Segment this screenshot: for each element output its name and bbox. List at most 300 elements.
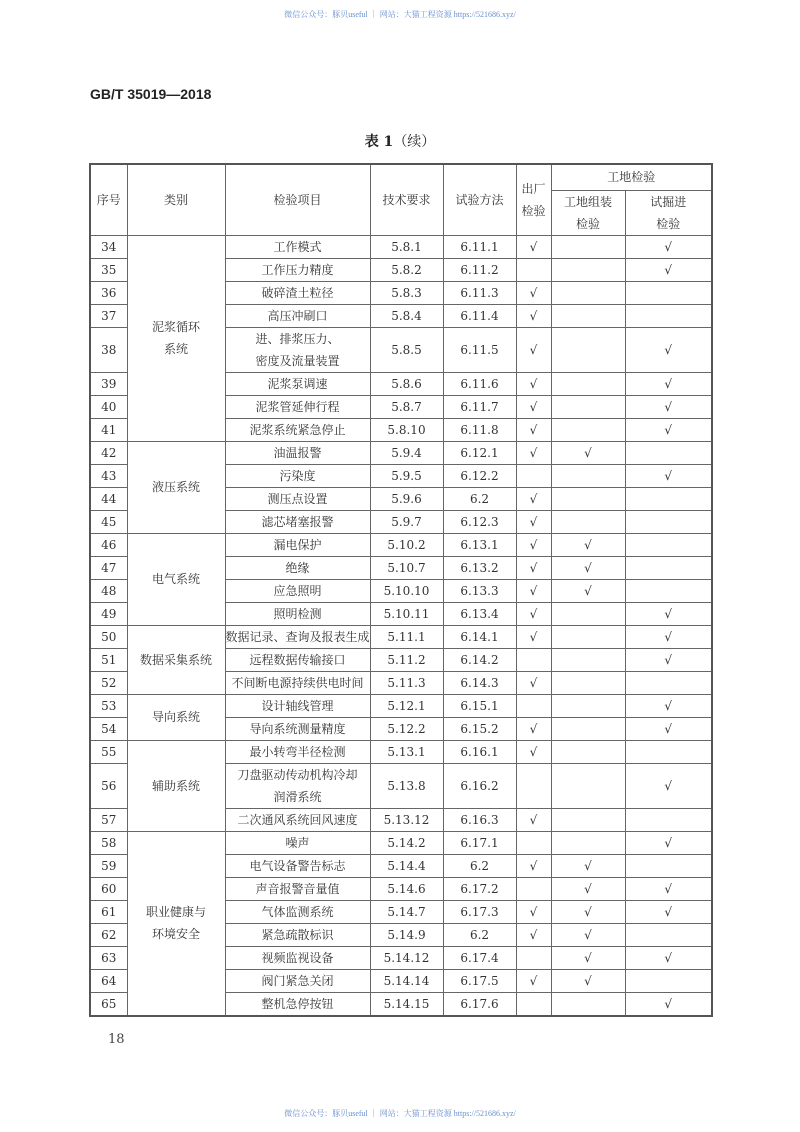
technical-requirement: 5.14.6 bbox=[370, 877, 443, 900]
site-assembly-check-mark: √ bbox=[584, 904, 592, 919]
test-method: 6.17.3 bbox=[443, 900, 516, 923]
inspection-item: 电气设备警告标志 bbox=[225, 854, 370, 877]
row-number: 62 bbox=[90, 923, 127, 946]
row-number: 65 bbox=[90, 992, 127, 1016]
row-number: 51 bbox=[90, 648, 127, 671]
factory-check-mark: √ bbox=[529, 445, 538, 460]
row-number: 55 bbox=[90, 740, 127, 763]
row-number: 57 bbox=[90, 808, 127, 831]
site-assembly-check-cell bbox=[551, 395, 625, 418]
test-method: 6.11.1 bbox=[443, 235, 516, 258]
technical-requirement: 5.14.15 bbox=[370, 992, 443, 1016]
page-number: 18 bbox=[108, 1032, 125, 1047]
row-number: 40 bbox=[90, 395, 127, 418]
trial-tunneling-check-cell bbox=[625, 763, 712, 808]
table-row bbox=[90, 441, 712, 464]
factory-check-cell bbox=[516, 900, 551, 923]
site-assembly-check-mark: √ bbox=[584, 537, 592, 552]
row-number: 61 bbox=[90, 900, 127, 923]
factory-check-cell bbox=[516, 304, 551, 327]
site-assembly-check-cell bbox=[551, 625, 625, 648]
factory-check-cell bbox=[516, 625, 551, 648]
technical-requirement: 5.14.12 bbox=[370, 946, 443, 969]
test-method: 6.11.6 bbox=[443, 372, 516, 395]
trial-tunneling-check-mark: √ bbox=[664, 376, 673, 391]
factory-check-cell bbox=[516, 694, 551, 717]
row-number: 58 bbox=[90, 831, 127, 854]
test-method: 6.16.1 bbox=[443, 740, 516, 763]
trial-tunneling-check-mark: √ bbox=[664, 778, 673, 793]
test-method: 6.13.2 bbox=[443, 556, 516, 579]
category-cell: 辅助系统 bbox=[127, 740, 225, 831]
factory-check-cell bbox=[516, 763, 551, 808]
trial-tunneling-check-cell bbox=[625, 602, 712, 625]
technical-requirement: 5.8.4 bbox=[370, 304, 443, 327]
site-assembly-check-cell bbox=[551, 969, 625, 992]
site-assembly-check-cell bbox=[551, 740, 625, 763]
inspection-item: 测压点设置 bbox=[225, 487, 370, 510]
trial-tunneling-check-cell bbox=[625, 854, 712, 877]
factory-check-cell bbox=[516, 648, 551, 671]
header-method: 试验方法 bbox=[443, 164, 516, 235]
technical-requirement: 5.9.7 bbox=[370, 510, 443, 533]
trial-tunneling-check-cell bbox=[625, 533, 712, 556]
site-assembly-check-cell bbox=[551, 556, 625, 579]
test-method: 6.13.3 bbox=[443, 579, 516, 602]
site-assembly-check-cell bbox=[551, 281, 625, 304]
factory-check-cell bbox=[516, 258, 551, 281]
trial-tunneling-check-cell bbox=[625, 831, 712, 854]
technical-requirement: 5.11.3 bbox=[370, 671, 443, 694]
trial-tunneling-check-cell bbox=[625, 648, 712, 671]
trial-tunneling-check-mark: √ bbox=[664, 422, 673, 437]
inspection-item: 刀盘驱动传动机构冷却 润滑系统 bbox=[225, 763, 370, 808]
trial-tunneling-check-cell bbox=[625, 281, 712, 304]
row-number: 37 bbox=[90, 304, 127, 327]
factory-check-mark: √ bbox=[529, 858, 538, 873]
row-number: 64 bbox=[90, 969, 127, 992]
factory-check-cell bbox=[516, 992, 551, 1016]
factory-check-mark: √ bbox=[529, 514, 538, 529]
inspection-item: 二次通风系统回风速度 bbox=[225, 808, 370, 831]
trial-tunneling-check-cell bbox=[625, 464, 712, 487]
factory-check-mark: √ bbox=[529, 904, 538, 919]
site-assembly-check-mark: √ bbox=[584, 927, 592, 942]
factory-check-mark: √ bbox=[529, 342, 538, 357]
inspection-item: 紧急疏散标识 bbox=[225, 923, 370, 946]
inspection-item: 阀门紧急关闭 bbox=[225, 969, 370, 992]
technical-requirement: 5.9.6 bbox=[370, 487, 443, 510]
table-title bbox=[0, 131, 800, 151]
test-method: 6.11.2 bbox=[443, 258, 516, 281]
trial-tunneling-check-mark: √ bbox=[664, 698, 673, 713]
row-number: 50 bbox=[90, 625, 127, 648]
test-method: 6.2 bbox=[443, 854, 516, 877]
factory-check-mark: √ bbox=[529, 399, 538, 414]
table-row bbox=[90, 694, 712, 717]
test-method: 6.16.3 bbox=[443, 808, 516, 831]
test-method: 6.17.4 bbox=[443, 946, 516, 969]
site-assembly-check-mark: √ bbox=[584, 950, 592, 965]
factory-check-cell bbox=[516, 808, 551, 831]
trial-tunneling-check-cell bbox=[625, 969, 712, 992]
test-method: 6.17.6 bbox=[443, 992, 516, 1016]
inspection-item: 设计轴线管理 bbox=[225, 694, 370, 717]
row-number: 41 bbox=[90, 418, 127, 441]
inspection-item: 视频监视设备 bbox=[225, 946, 370, 969]
factory-check-mark: √ bbox=[529, 376, 538, 391]
category-cell: 导向系统 bbox=[127, 694, 225, 740]
technical-requirement: 5.12.1 bbox=[370, 694, 443, 717]
trial-tunneling-check-cell bbox=[625, 556, 712, 579]
trial-tunneling-check-cell bbox=[625, 717, 712, 740]
site-assembly-check-cell bbox=[551, 304, 625, 327]
factory-check-cell bbox=[516, 831, 551, 854]
trial-tunneling-check-cell bbox=[625, 740, 712, 763]
table-row bbox=[90, 235, 712, 258]
factory-check-cell bbox=[516, 877, 551, 900]
factory-check-cell bbox=[516, 372, 551, 395]
row-number: 49 bbox=[90, 602, 127, 625]
inspection-item: 工作压力精度 bbox=[225, 258, 370, 281]
trial-tunneling-check-mark: √ bbox=[664, 399, 673, 414]
test-method: 6.12.2 bbox=[443, 464, 516, 487]
test-method: 6.14.3 bbox=[443, 671, 516, 694]
inspection-item: 噪声 bbox=[225, 831, 370, 854]
inspection-item: 污染度 bbox=[225, 464, 370, 487]
site-assembly-check-cell bbox=[551, 877, 625, 900]
site-assembly-check-cell bbox=[551, 487, 625, 510]
test-method: 6.16.2 bbox=[443, 763, 516, 808]
test-method: 6.11.8 bbox=[443, 418, 516, 441]
watermark-top: 微信公众号：豚贝useful ｜ 网站：大猫工程资源 https://521686.xyz/ bbox=[284, 10, 516, 19]
table-row bbox=[90, 625, 712, 648]
site-assembly-check-cell bbox=[551, 258, 625, 281]
site-assembly-check-cell bbox=[551, 235, 625, 258]
factory-check-mark: √ bbox=[529, 308, 538, 323]
trial-tunneling-check-cell bbox=[625, 808, 712, 831]
factory-check-mark: √ bbox=[529, 583, 538, 598]
category-cell: 数据采集系统 bbox=[127, 625, 225, 694]
site-assembly-check-cell bbox=[551, 441, 625, 464]
inspection-table bbox=[89, 163, 713, 1017]
site-assembly-check-cell bbox=[551, 854, 625, 877]
factory-check-cell bbox=[516, 487, 551, 510]
technical-requirement: 5.14.9 bbox=[370, 923, 443, 946]
technical-requirement: 5.8.3 bbox=[370, 281, 443, 304]
technical-requirement: 5.14.4 bbox=[370, 854, 443, 877]
factory-check-cell bbox=[516, 441, 551, 464]
test-method: 6.17.5 bbox=[443, 969, 516, 992]
factory-check-mark: √ bbox=[529, 285, 538, 300]
technical-requirement: 5.13.1 bbox=[370, 740, 443, 763]
technical-requirement: 5.8.2 bbox=[370, 258, 443, 281]
trial-tunneling-check-cell bbox=[625, 694, 712, 717]
test-method: 6.13.1 bbox=[443, 533, 516, 556]
trial-tunneling-check-mark: √ bbox=[664, 468, 673, 483]
row-number: 60 bbox=[90, 877, 127, 900]
factory-check-cell bbox=[516, 717, 551, 740]
inspection-item: 工作模式 bbox=[225, 235, 370, 258]
watermark-bottom: 微信公众号：豚贝useful ｜ 网站：大猫工程资源 https://521686.xyz/ bbox=[284, 1109, 516, 1118]
trial-tunneling-check-mark: √ bbox=[664, 950, 673, 965]
factory-check-cell bbox=[516, 602, 551, 625]
factory-check-mark: √ bbox=[529, 422, 538, 437]
site-assembly-check-cell bbox=[551, 579, 625, 602]
inspection-item: 漏电保护 bbox=[225, 533, 370, 556]
header-requirement: 技术要求 bbox=[370, 164, 443, 235]
trial-tunneling-check-mark: √ bbox=[664, 881, 673, 896]
site-assembly-check-cell bbox=[551, 831, 625, 854]
trial-tunneling-check-mark: √ bbox=[664, 239, 673, 254]
test-method: 6.15.2 bbox=[443, 717, 516, 740]
factory-check-mark: √ bbox=[529, 973, 538, 988]
trial-tunneling-check-cell bbox=[625, 487, 712, 510]
test-method: 6.12.3 bbox=[443, 510, 516, 533]
table-body bbox=[90, 235, 712, 1016]
site-assembly-check-cell bbox=[551, 671, 625, 694]
trial-tunneling-check-cell bbox=[625, 923, 712, 946]
inspection-item: 高压冲刷口 bbox=[225, 304, 370, 327]
trial-tunneling-check-mark: √ bbox=[664, 606, 673, 621]
trial-tunneling-check-cell bbox=[625, 327, 712, 372]
trial-tunneling-check-cell bbox=[625, 441, 712, 464]
factory-check-mark: √ bbox=[529, 606, 538, 621]
test-method: 6.11.3 bbox=[443, 281, 516, 304]
factory-check-cell bbox=[516, 923, 551, 946]
technical-requirement: 5.8.10 bbox=[370, 418, 443, 441]
row-number: 42 bbox=[90, 441, 127, 464]
inspection-item: 泥浆管延伸行程 bbox=[225, 395, 370, 418]
technical-requirement: 5.10.2 bbox=[370, 533, 443, 556]
factory-check-cell bbox=[516, 854, 551, 877]
row-number: 34 bbox=[90, 235, 127, 258]
trial-tunneling-check-cell bbox=[625, 671, 712, 694]
factory-check-cell bbox=[516, 946, 551, 969]
header-category: 类别 bbox=[127, 164, 225, 235]
standard-number: GB/T 35019—2018 bbox=[90, 86, 212, 102]
trial-tunneling-check-mark: √ bbox=[664, 342, 673, 357]
factory-check-mark: √ bbox=[529, 560, 538, 575]
factory-check-mark: √ bbox=[529, 927, 538, 942]
row-number: 43 bbox=[90, 464, 127, 487]
site-assembly-check-cell bbox=[551, 946, 625, 969]
inspection-item: 绝缘 bbox=[225, 556, 370, 579]
test-method: 6.14.2 bbox=[443, 648, 516, 671]
test-method: 6.17.1 bbox=[443, 831, 516, 854]
table-row bbox=[90, 831, 712, 854]
trial-tunneling-check-cell bbox=[625, 625, 712, 648]
row-number: 53 bbox=[90, 694, 127, 717]
factory-check-cell bbox=[516, 510, 551, 533]
trial-tunneling-check-cell bbox=[625, 579, 712, 602]
trial-tunneling-check-cell bbox=[625, 395, 712, 418]
technical-requirement: 5.10.7 bbox=[370, 556, 443, 579]
inspection-item: 泥浆系统紧急停止 bbox=[225, 418, 370, 441]
trial-tunneling-check-mark: √ bbox=[664, 262, 673, 277]
test-method: 6.2 bbox=[443, 923, 516, 946]
technical-requirement: 5.8.5 bbox=[370, 327, 443, 372]
factory-check-mark: √ bbox=[529, 491, 538, 506]
row-number: 59 bbox=[90, 854, 127, 877]
site-assembly-check-cell bbox=[551, 372, 625, 395]
row-number: 52 bbox=[90, 671, 127, 694]
site-assembly-check-cell bbox=[551, 808, 625, 831]
test-method: 6.11.4 bbox=[443, 304, 516, 327]
header-site-assembly: 工地组装 检验 bbox=[551, 190, 625, 235]
category-cell: 职业健康与 环境安全 bbox=[127, 831, 225, 1016]
row-number: 56 bbox=[90, 763, 127, 808]
trial-tunneling-check-cell bbox=[625, 304, 712, 327]
technical-requirement: 5.13.8 bbox=[370, 763, 443, 808]
site-assembly-check-mark: √ bbox=[584, 881, 592, 896]
header-site: 工地检验 bbox=[551, 164, 712, 190]
inspection-item: 声音报警音量值 bbox=[225, 877, 370, 900]
test-method: 6.17.2 bbox=[443, 877, 516, 900]
factory-check-mark: √ bbox=[529, 812, 538, 827]
site-assembly-check-cell bbox=[551, 992, 625, 1016]
site-assembly-check-mark: √ bbox=[584, 583, 592, 598]
trial-tunneling-check-cell bbox=[625, 258, 712, 281]
trial-tunneling-check-cell bbox=[625, 877, 712, 900]
site-assembly-check-mark: √ bbox=[584, 973, 592, 988]
factory-check-mark: √ bbox=[529, 721, 538, 736]
factory-check-mark: √ bbox=[529, 537, 538, 552]
factory-check-mark: √ bbox=[529, 744, 538, 759]
header-item: 检验项目 bbox=[225, 164, 370, 235]
site-assembly-check-cell bbox=[551, 717, 625, 740]
factory-check-cell bbox=[516, 556, 551, 579]
technical-requirement: 5.10.11 bbox=[370, 602, 443, 625]
technical-requirement: 5.14.14 bbox=[370, 969, 443, 992]
test-method: 6.2 bbox=[443, 487, 516, 510]
trial-tunneling-check-cell bbox=[625, 418, 712, 441]
inspection-item: 应急照明 bbox=[225, 579, 370, 602]
factory-check-cell bbox=[516, 671, 551, 694]
trial-tunneling-check-cell bbox=[625, 372, 712, 395]
row-number: 35 bbox=[90, 258, 127, 281]
factory-check-cell bbox=[516, 395, 551, 418]
inspection-item: 导向系统测量精度 bbox=[225, 717, 370, 740]
inspection-item: 最小转弯半径检测 bbox=[225, 740, 370, 763]
site-assembly-check-cell bbox=[551, 694, 625, 717]
factory-check-mark: √ bbox=[529, 675, 538, 690]
factory-check-mark: √ bbox=[529, 239, 538, 254]
site-assembly-check-cell bbox=[551, 533, 625, 556]
row-number: 48 bbox=[90, 579, 127, 602]
factory-check-cell bbox=[516, 740, 551, 763]
site-assembly-check-cell bbox=[551, 648, 625, 671]
factory-check-cell bbox=[516, 418, 551, 441]
table-row bbox=[90, 533, 712, 556]
trial-tunneling-check-cell bbox=[625, 946, 712, 969]
table-row bbox=[90, 740, 712, 763]
factory-check-cell bbox=[516, 281, 551, 304]
trial-tunneling-check-cell bbox=[625, 510, 712, 533]
technical-requirement: 5.8.6 bbox=[370, 372, 443, 395]
test-method: 6.11.5 bbox=[443, 327, 516, 372]
site-assembly-check-mark: √ bbox=[584, 560, 592, 575]
technical-requirement: 5.14.2 bbox=[370, 831, 443, 854]
test-method: 6.13.4 bbox=[443, 602, 516, 625]
table-suffix: （续） bbox=[393, 134, 436, 150]
factory-check-cell bbox=[516, 533, 551, 556]
row-number: 45 bbox=[90, 510, 127, 533]
category-cell: 电气系统 bbox=[127, 533, 225, 625]
factory-check-mark: √ bbox=[529, 629, 538, 644]
technical-requirement: 5.11.2 bbox=[370, 648, 443, 671]
row-number: 38 bbox=[90, 327, 127, 372]
trial-tunneling-check-mark: √ bbox=[664, 835, 673, 850]
test-method: 6.15.1 bbox=[443, 694, 516, 717]
header-no: 序号 bbox=[90, 164, 127, 235]
factory-check-cell bbox=[516, 579, 551, 602]
technical-requirement: 5.13.12 bbox=[370, 808, 443, 831]
category-cell: 液压系统 bbox=[127, 441, 225, 533]
row-number: 44 bbox=[90, 487, 127, 510]
technical-requirement: 5.8.7 bbox=[370, 395, 443, 418]
site-assembly-check-cell bbox=[551, 602, 625, 625]
site-assembly-check-cell bbox=[551, 418, 625, 441]
trial-tunneling-check-mark: √ bbox=[664, 721, 673, 736]
row-number: 47 bbox=[90, 556, 127, 579]
technical-requirement: 5.8.1 bbox=[370, 235, 443, 258]
factory-check-cell bbox=[516, 327, 551, 372]
test-method: 6.11.7 bbox=[443, 395, 516, 418]
trial-tunneling-check-cell bbox=[625, 992, 712, 1016]
inspection-item: 照明检测 bbox=[225, 602, 370, 625]
row-number: 39 bbox=[90, 372, 127, 395]
row-number: 46 bbox=[90, 533, 127, 556]
inspection-item: 整机急停按钮 bbox=[225, 992, 370, 1016]
site-assembly-check-cell bbox=[551, 464, 625, 487]
site-assembly-check-cell bbox=[551, 923, 625, 946]
site-assembly-check-cell bbox=[551, 763, 625, 808]
table-label: 表 1 bbox=[364, 134, 394, 150]
inspection-item: 滤芯堵塞报警 bbox=[225, 510, 370, 533]
inspection-item: 远程数据传输接口 bbox=[225, 648, 370, 671]
technical-requirement: 5.14.7 bbox=[370, 900, 443, 923]
technical-requirement: 5.9.5 bbox=[370, 464, 443, 487]
header-trial-tunneling: 试掘进 检验 bbox=[625, 190, 712, 235]
trial-tunneling-check-mark: √ bbox=[664, 652, 673, 667]
site-assembly-check-mark: √ bbox=[584, 445, 592, 460]
header-factory: 出厂 检验 bbox=[516, 164, 551, 235]
site-assembly-check-cell bbox=[551, 510, 625, 533]
trial-tunneling-check-cell bbox=[625, 235, 712, 258]
technical-requirement: 5.10.10 bbox=[370, 579, 443, 602]
trial-tunneling-check-mark: √ bbox=[664, 904, 673, 919]
test-method: 6.14.1 bbox=[443, 625, 516, 648]
technical-requirement: 5.9.4 bbox=[370, 441, 443, 464]
inspection-item: 破碎渣土粒径 bbox=[225, 281, 370, 304]
trial-tunneling-check-mark: √ bbox=[664, 629, 673, 644]
factory-check-cell bbox=[516, 464, 551, 487]
inspection-item: 数据记录、查询及报表生成 bbox=[225, 625, 370, 648]
factory-check-cell bbox=[516, 969, 551, 992]
inspection-item: 不间断电源持续供电时间 bbox=[225, 671, 370, 694]
trial-tunneling-check-mark: √ bbox=[664, 996, 673, 1011]
site-assembly-check-cell bbox=[551, 327, 625, 372]
row-number: 36 bbox=[90, 281, 127, 304]
inspection-item: 油温报警 bbox=[225, 441, 370, 464]
inspection-item: 进、排浆压力、 密度及流量装置 bbox=[225, 327, 370, 372]
trial-tunneling-check-cell bbox=[625, 900, 712, 923]
test-method: 6.12.1 bbox=[443, 441, 516, 464]
technical-requirement: 5.12.2 bbox=[370, 717, 443, 740]
category-cell: 泥浆循环 系统 bbox=[127, 235, 225, 441]
inspection-item: 气体监测系统 bbox=[225, 900, 370, 923]
